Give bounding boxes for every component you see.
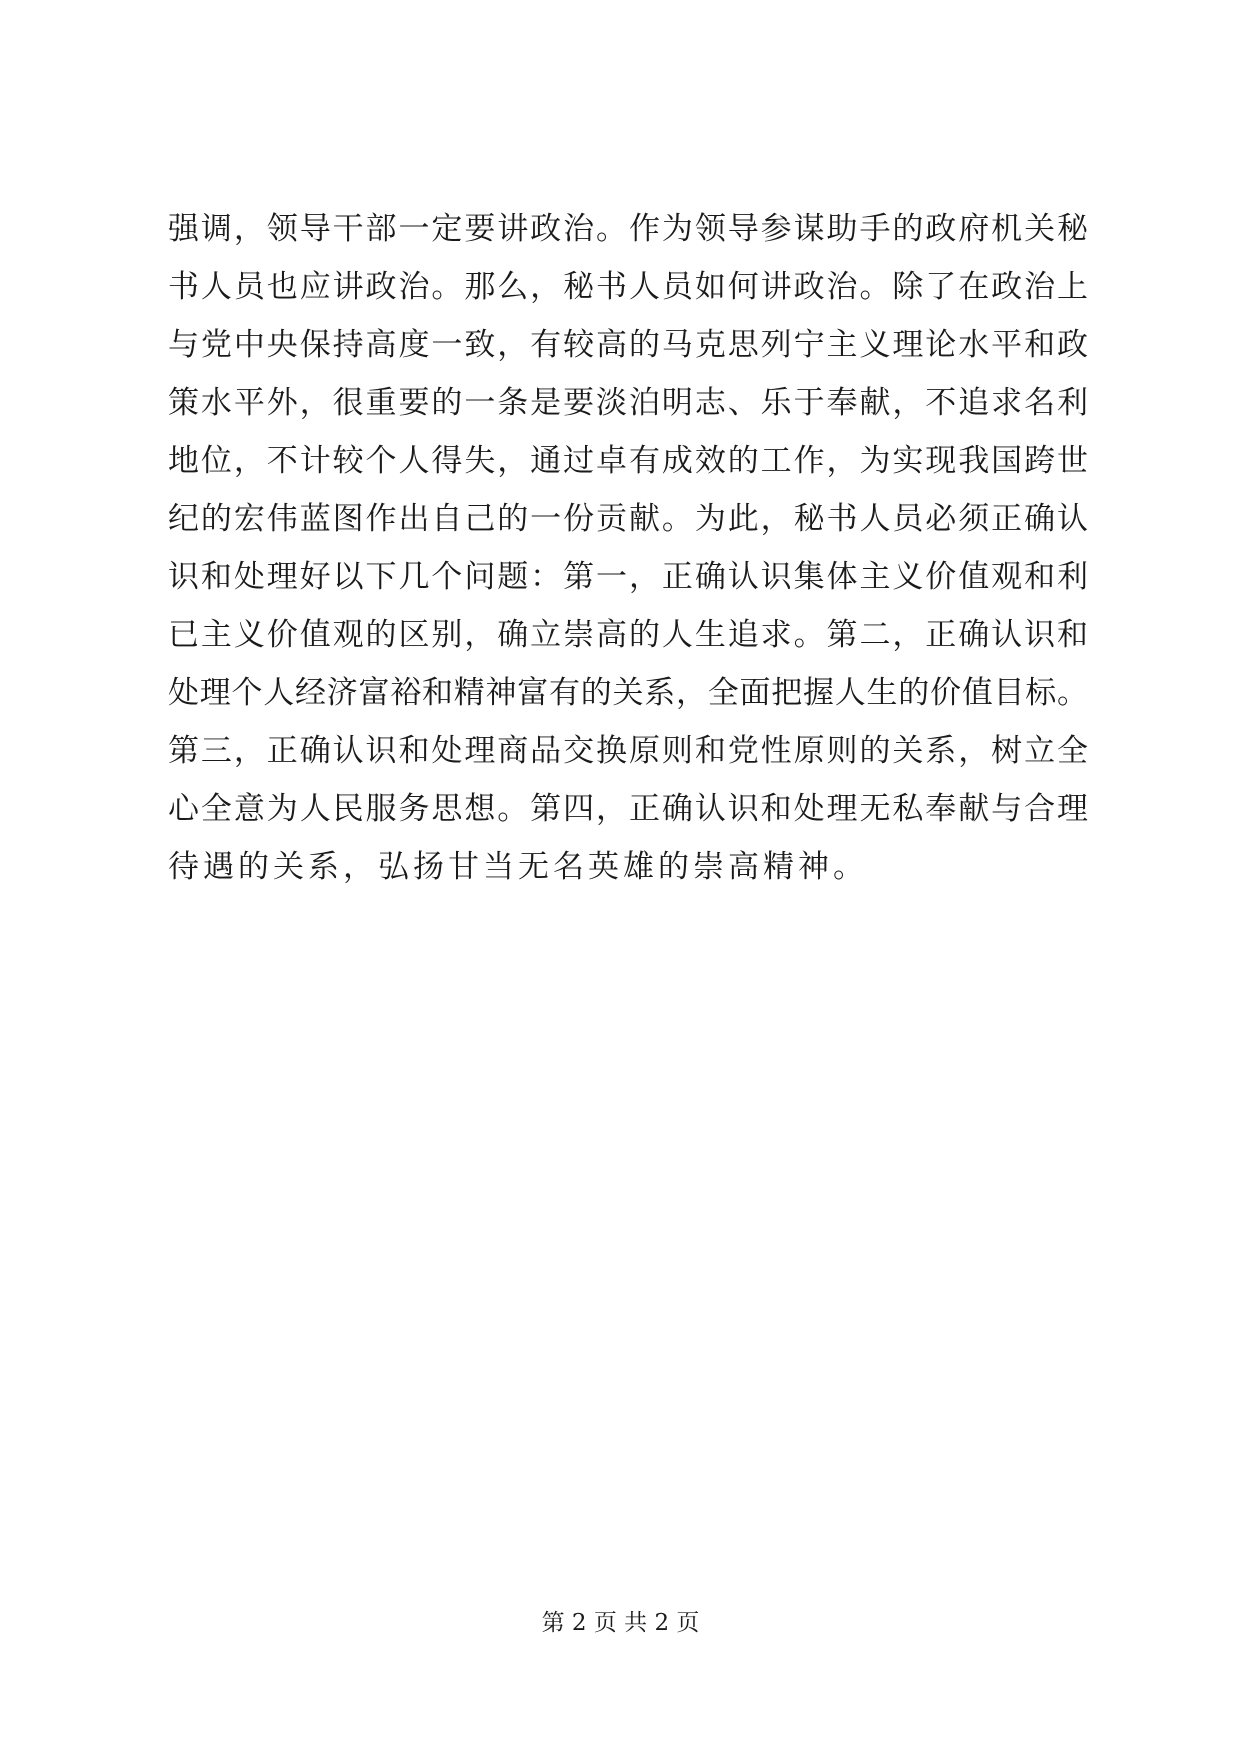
text-line: 纪的宏伟蓝图作出自己的一份贡献。为此，秘书人员必须正确认 [168,501,1088,537]
text-line: 已主义价值观的区别，确立崇高的人生追求。第二，正确认识和 [168,617,1088,653]
text-line: 地位，不计较个人得失，通过卓有成效的工作，为实现我国跨世 [168,443,1088,479]
text-line: 书人员也应讲政治。那么，秘书人员如何讲政治。除了在政治上 [168,269,1088,305]
text-line: 识和处理好以下几个问题：第一，正确认识集体主义价值观和利 [168,559,1088,595]
text-line: 第三，正确认识和处理商品交换原则和党性原则的关系，树立全 [168,733,1088,769]
body-paragraph [168,200,1088,896]
text-line: 与党中央保持高度一致，有较高的马克思列宁主义理论水平和政 [168,327,1088,363]
text-line: 强调，领导干部一定要讲政治。作为领导参谋助手的政府机关秘 [168,211,1088,247]
page-number-footer: 第 2 页 共 2 页 [541,1610,700,1636]
text-line: 心全意为人民服务思想。第四，正确认识和处理无私奉献与合理 [168,791,1088,827]
text-line: 处理个人经济富裕和精神富有的关系，全面把握人生的价值目标。 [168,675,1088,711]
text-line-last: 待遇的关系，弘扬甘当无名英雄的崇高精神。 [168,849,868,885]
text-line: 策水平外，很重要的一条是要淡泊明志、乐于奉献，不追求名利 [168,385,1088,421]
